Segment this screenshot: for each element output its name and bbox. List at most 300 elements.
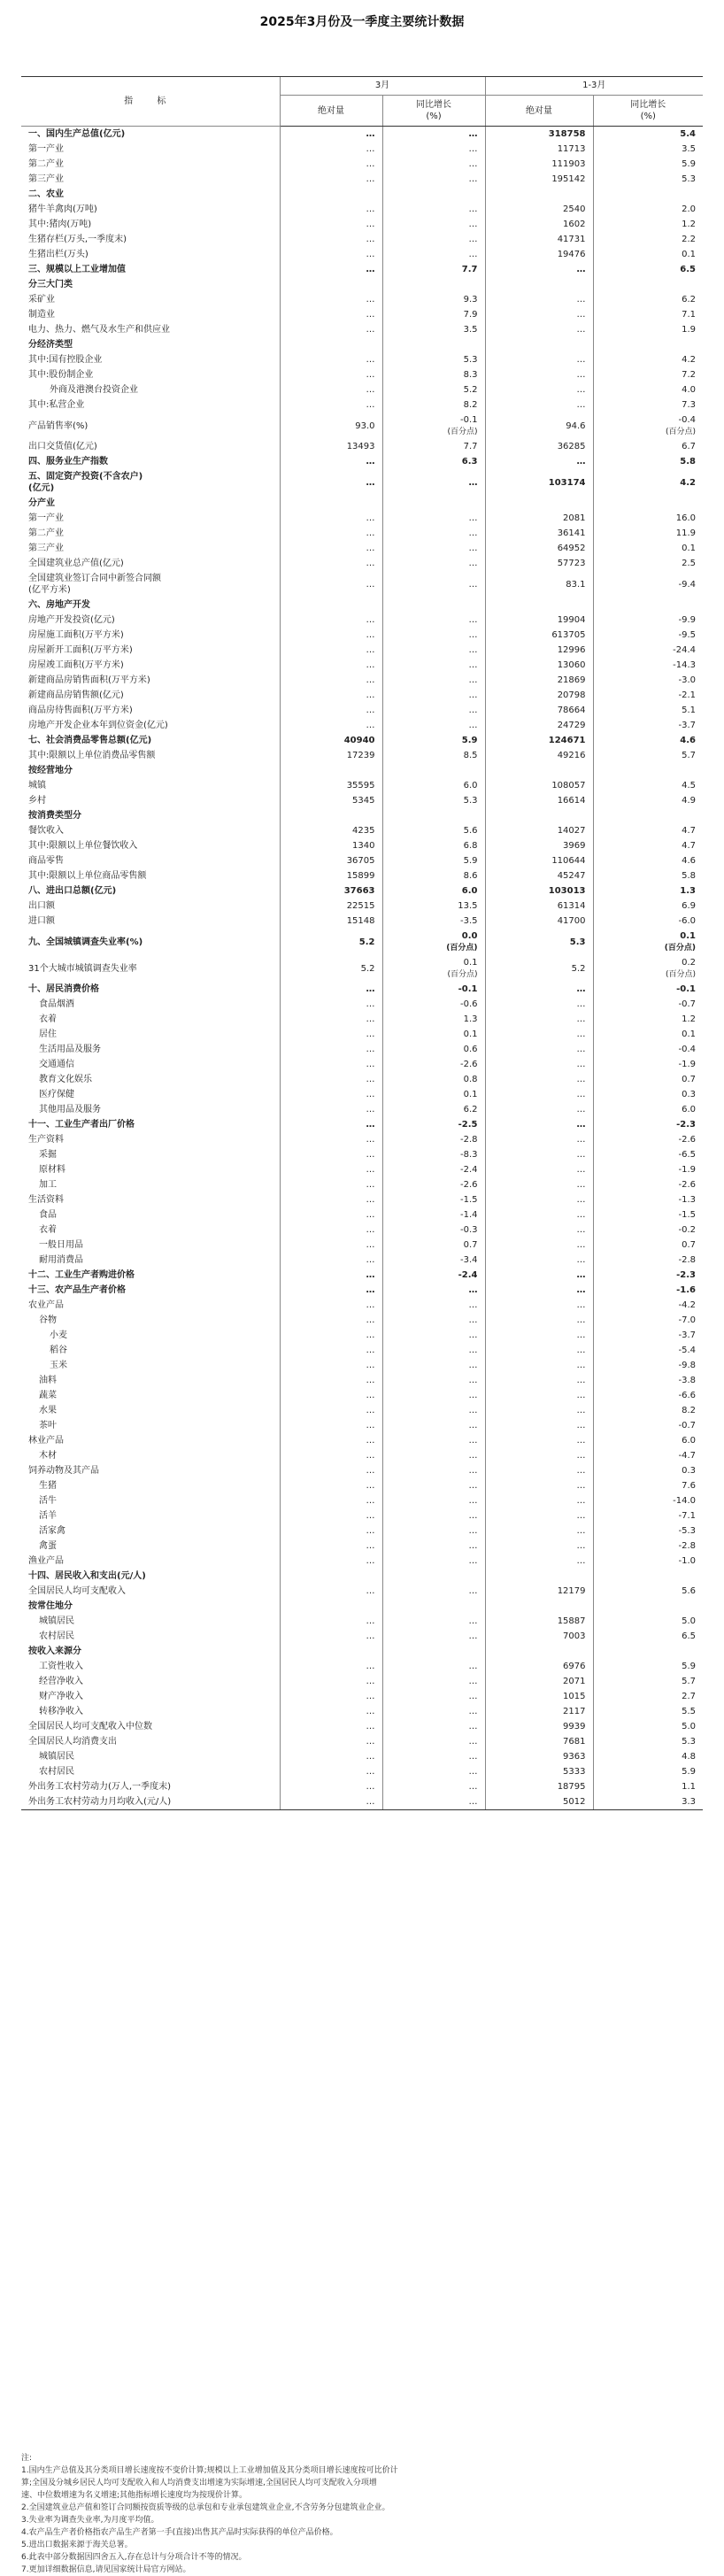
cell-value: … (366, 144, 375, 154)
row-label-text: 进口额 (28, 916, 55, 926)
month-growth-cell (382, 643, 485, 658)
month-growth-cell (382, 571, 485, 598)
row-label-text: 活家禽 (39, 1526, 65, 1536)
cell-value: … (468, 1692, 478, 1701)
table-row (21, 1283, 703, 1298)
cell-value: … (576, 1210, 586, 1220)
quarter-abs-cell (485, 439, 593, 454)
row-label-text: 商品零售 (28, 856, 64, 866)
quarter-growth-cell (593, 718, 703, 733)
month-growth-cell (382, 838, 485, 853)
cell-value: 5.9 (461, 736, 478, 745)
quarter-growth-cell (593, 658, 703, 673)
cell-value: … (576, 1195, 586, 1205)
cell-value: 5.2 (358, 937, 375, 947)
table-row (21, 1057, 703, 1072)
quarter-abs-cell (485, 1674, 593, 1689)
quarter-abs-cell (485, 1373, 593, 1388)
month-abs-cell (280, 142, 382, 157)
cell-value: 7681 (563, 1737, 586, 1747)
month-abs-cell (280, 658, 382, 673)
month-growth-cell (382, 439, 485, 454)
cell-value: 8.3 (463, 370, 478, 380)
quarter-growth-cell (593, 1584, 703, 1599)
month-abs-cell (280, 1554, 382, 1569)
table-row (21, 853, 703, 868)
cell-value: … (468, 1330, 478, 1340)
cell-value: 49216 (557, 751, 586, 760)
row-label (21, 1433, 280, 1448)
table-header (21, 77, 703, 127)
quarter-growth-cell (593, 598, 703, 613)
month-abs-cell (280, 1147, 382, 1162)
row-label (21, 1042, 280, 1057)
row-label (21, 1614, 280, 1629)
cell-value: 21869 (557, 675, 586, 685)
row-label (21, 883, 280, 899)
month-abs-cell (280, 763, 382, 778)
quarter-growth-cell (593, 322, 703, 337)
quarter-abs-cell (485, 217, 593, 232)
cell-value: … (576, 1451, 586, 1461)
quarter-abs-cell (485, 1493, 593, 1508)
month-abs-cell (280, 277, 382, 292)
row-label-text: 城镇居民 (39, 1752, 74, 1762)
cell-value: 103174 (548, 477, 586, 488)
quarter-growth-cell (593, 1328, 703, 1343)
quarter-growth-cell (593, 778, 703, 793)
row-label (21, 352, 280, 367)
month-abs-cell (280, 1072, 382, 1087)
table-row (21, 1313, 703, 1328)
row-label (21, 643, 280, 658)
month-growth-cell (382, 1554, 485, 1569)
cell-value: -1.6 (676, 1285, 696, 1295)
cell-value: … (576, 1391, 586, 1400)
cell-value: … (366, 1195, 375, 1205)
quarter-abs-cell (485, 397, 593, 413)
cell-value: … (366, 370, 375, 380)
month-growth-cell (382, 217, 485, 232)
month-growth-cell (382, 1027, 485, 1042)
cell-value: 195142 (551, 174, 586, 184)
row-label-text: 六、房地产开发 (28, 600, 90, 610)
cell-value: … (366, 1616, 375, 1626)
table-row (21, 613, 703, 628)
cell-value: -2.4 (459, 1165, 478, 1175)
cell-value: 613705 (551, 630, 586, 640)
row-label-text: 分经济类型 (28, 340, 73, 350)
quarter-growth-cell (593, 337, 703, 352)
table-row (21, 1298, 703, 1313)
table-row (21, 127, 703, 143)
quarter-growth-cell (593, 526, 703, 541)
table-row (21, 1238, 703, 1253)
quarter-abs-header: 绝对量 (485, 96, 593, 127)
cell-value: 108057 (551, 781, 586, 791)
row-label-text: 谷物 (39, 1315, 57, 1325)
month-growth-cell (382, 914, 485, 929)
quarter-abs-cell (485, 598, 593, 613)
quarter-abs-cell (485, 1734, 593, 1749)
cell-value: -6.0 (678, 916, 696, 926)
month-growth-cell (382, 352, 485, 367)
quarter-growth-cell (593, 793, 703, 808)
month-abs-cell (280, 1644, 382, 1659)
cell-value: -7.0 (678, 1315, 696, 1325)
month-abs-cell (280, 613, 382, 628)
month-growth-cell (382, 1508, 485, 1523)
quarter-abs-cell (485, 1418, 593, 1433)
row-label (21, 1689, 280, 1704)
cell-value: 5.0 (682, 1722, 696, 1731)
table-row (21, 397, 703, 413)
table-row (21, 1388, 703, 1403)
footnote-line: 3.失业率为调查失业率,为月度平均值。 (21, 2516, 159, 2525)
cell-value: 36285 (557, 442, 586, 451)
quarter-abs-cell (485, 955, 593, 982)
table-row (21, 778, 703, 793)
cell-value: 5.3 (682, 174, 696, 184)
table-row (21, 1493, 703, 1508)
month-growth-cell (382, 526, 485, 541)
row-label (21, 1298, 280, 1313)
table-row (21, 1463, 703, 1478)
table-row (21, 1719, 703, 1734)
table-row (21, 1433, 703, 1448)
month-growth-cell (382, 1313, 485, 1328)
row-label-text: 全国建筑业签订合同中新签合同额 (28, 574, 161, 583)
month-abs-cell (280, 1794, 382, 1810)
month-growth-cell (382, 1764, 485, 1779)
row-label-text: 油料 (39, 1376, 57, 1385)
cell-value: … (576, 1060, 586, 1069)
row-label-text: 交通通信 (39, 1060, 74, 1069)
cell-value: 2.7 (682, 1692, 696, 1701)
cell-value: 36705 (346, 856, 375, 866)
cell-value: … (366, 675, 375, 685)
row-label (21, 1283, 280, 1298)
cell-value: … (366, 1707, 375, 1716)
row-label-text: 新建商品房销售面积(万平方米) (28, 675, 150, 685)
month-abs-cell (280, 413, 382, 439)
month-growth-cell (382, 1117, 485, 1132)
month-growth-cell (382, 1403, 485, 1418)
quarter-growth-cell (593, 1207, 703, 1222)
cell-value: 6.5 (682, 1631, 696, 1641)
cell-value: … (366, 1180, 375, 1190)
cell-value: 3.5 (463, 325, 478, 335)
cell-value: 12996 (557, 645, 586, 655)
quarter-abs-cell (485, 1102, 593, 1117)
cell-value: -0.7 (678, 1421, 696, 1431)
quarter-growth-cell (593, 1222, 703, 1238)
quarter-growth-cell (593, 1313, 703, 1328)
cell-value: 0.7 (682, 1240, 696, 1250)
month-abs-cell (280, 1689, 382, 1704)
row-label-text: 十三、农产品生产者价格 (28, 1285, 126, 1295)
row-label (21, 703, 280, 718)
month-growth-cell (382, 232, 485, 247)
month-growth-cell (382, 1704, 485, 1719)
cell-value: -3.5 (459, 916, 478, 926)
row-label-text: 原材料 (39, 1165, 65, 1175)
quarter-growth-cell (593, 1162, 703, 1177)
cell-value: 9363 (563, 1752, 586, 1762)
month-growth-cell (382, 382, 485, 397)
cell-value: 6.2 (682, 295, 696, 305)
table-row (21, 511, 703, 526)
quarter-growth-cell (593, 1012, 703, 1027)
quarter-growth-cell (593, 127, 703, 143)
month-abs-cell (280, 1012, 382, 1027)
footnote-line: 2.全国建筑业总产值和签订合同额按资质等级的总承包和专业承包建筑业企业,不含劳务分包建筑业企业。 (21, 2503, 390, 2512)
quarter-abs-cell (485, 1042, 593, 1057)
row-label-text: 生活用品及服务 (39, 1045, 101, 1054)
row-label-text: 外商及港澳台投资企业 (50, 385, 138, 395)
table-row (21, 808, 703, 823)
row-label-text: 医疗保健 (39, 1090, 74, 1099)
cell-value: 6.7 (682, 442, 696, 451)
cell-value: 0.7 (682, 1075, 696, 1084)
cell-value: 0.0 (461, 930, 478, 941)
quarter-abs-cell (485, 1132, 593, 1147)
month-growth-cell (382, 733, 485, 748)
cell-value: 5333 (563, 1767, 586, 1777)
month-abs-cell (280, 1508, 382, 1523)
cell-value: 9.3 (463, 295, 478, 305)
table-row (21, 526, 703, 541)
cell-unit: (百分点) (664, 943, 696, 953)
month-abs-cell (280, 1569, 382, 1584)
quarter-growth-cell (593, 1749, 703, 1764)
quarter-abs-cell (485, 172, 593, 187)
month-growth-cell (382, 868, 485, 883)
quarter-growth-cell (593, 1132, 703, 1147)
cell-value: 0.8 (463, 1075, 478, 1084)
quarter-growth-cell (593, 1478, 703, 1493)
cell-value: … (576, 1361, 586, 1370)
footnote-line: 1.国内生产总值及其分类项目增长速度按不变价计算;规模以上工业增加值及其分类项目增长速度按可比价计 (21, 2466, 398, 2475)
cell-value: … (576, 1120, 586, 1130)
month-abs-cell (280, 262, 382, 277)
cell-value: 45247 (557, 871, 586, 881)
row-label (21, 1719, 280, 1734)
cell-value: 2117 (563, 1707, 586, 1716)
cell-value: 61314 (557, 901, 586, 911)
month-abs-cell (280, 1659, 382, 1674)
table-row (21, 1192, 703, 1207)
row-label (21, 793, 280, 808)
cell-value: … (468, 1586, 478, 1596)
cell-value: … (366, 355, 375, 365)
month-abs-cell (280, 1463, 382, 1478)
cell-value: … (366, 1014, 375, 1024)
row-label-text: 按常住地分 (28, 1601, 73, 1611)
cell-value: -2.1 (678, 690, 696, 700)
quarter-abs-cell (485, 262, 593, 277)
row-label-unit: (亿平方米) (28, 585, 71, 595)
cell-value: … (366, 1421, 375, 1431)
quarter-growth-cell (593, 1674, 703, 1689)
row-label-text: 一般日用品 (39, 1240, 83, 1250)
month-abs-cell (280, 247, 382, 262)
quarter-abs-cell (485, 511, 593, 526)
cell-value: 0.1 (463, 957, 478, 968)
row-label (21, 571, 280, 598)
row-label (21, 838, 280, 853)
cell-value: 5.4 (680, 129, 696, 139)
month-abs-cell (280, 1162, 382, 1177)
quarter-growth-cell (593, 1087, 703, 1102)
table-row (21, 733, 703, 748)
month-abs-cell (280, 808, 382, 823)
cell-value: -5.4 (678, 1346, 696, 1355)
cell-value: … (468, 1346, 478, 1355)
cell-value: 2071 (563, 1677, 586, 1686)
month-abs-cell (280, 955, 382, 982)
month-growth-cell (382, 292, 485, 307)
row-label-text: 房地产开发投资(亿元) (28, 615, 115, 625)
month-abs-cell (280, 1629, 382, 1644)
quarter-growth-cell (593, 1764, 703, 1779)
quarter-abs-cell (485, 613, 593, 628)
cell-value: … (468, 1556, 478, 1566)
table-row (21, 1629, 703, 1644)
month-growth-cell (382, 955, 485, 982)
table-row (21, 247, 703, 262)
quarter-growth-cell (593, 454, 703, 469)
cell-value: -3.0 (678, 675, 696, 685)
table-row (21, 1659, 703, 1674)
row-label (21, 763, 280, 778)
row-label-text: 茶叶 (39, 1421, 57, 1431)
quarter-growth-cell (593, 853, 703, 868)
cell-value: 83.1 (566, 579, 586, 590)
quarter-abs-cell (485, 1644, 593, 1659)
month-abs-cell (280, 748, 382, 763)
cell-value: 4.2 (680, 477, 696, 488)
quarter-growth-cell (593, 1433, 703, 1448)
quarter-growth-cell (593, 1403, 703, 1418)
cell-value: 41700 (557, 916, 586, 926)
quarter-growth-cell (593, 511, 703, 526)
cell-value: 4.8 (682, 1752, 696, 1762)
row-label (21, 1222, 280, 1238)
cell-value: 13.5 (458, 901, 478, 911)
month-abs-cell (280, 793, 382, 808)
month-growth-cell (382, 1478, 485, 1493)
page-title: 2025年3月份及一季度主要统计数据 (259, 15, 465, 29)
footnote-line: 注: (21, 2454, 33, 2463)
cell-value: 7.2 (682, 370, 696, 380)
table-row (21, 1207, 703, 1222)
quarter-abs-cell (485, 914, 593, 929)
cell-value: -0.1 (458, 984, 478, 994)
cell-value: … (366, 1586, 375, 1596)
cell-value: … (366, 250, 375, 259)
table-row (21, 367, 703, 382)
row-label-text: 其中:限额以上单位消费品零售额 (28, 751, 156, 760)
cell-value: … (468, 1677, 478, 1686)
cell-value: … (366, 1346, 375, 1355)
cell-value: 5.7 (682, 1677, 696, 1686)
cell-value: … (366, 1782, 375, 1792)
cell-value: … (366, 706, 375, 715)
table-row (21, 1177, 703, 1192)
month-growth-cell (382, 367, 485, 382)
month-abs-cell (280, 1418, 382, 1433)
month-period-header: 3月 (280, 77, 485, 96)
cell-value: … (468, 559, 478, 568)
cell-value: 5.9 (682, 1767, 696, 1777)
quarter-abs-cell (485, 748, 593, 763)
cell-value: 124671 (548, 736, 586, 745)
quarter-abs-cell (485, 1569, 593, 1584)
month-abs-cell (280, 914, 382, 929)
cell-value: … (366, 1120, 375, 1130)
month-growth-cell (382, 1042, 485, 1057)
month-abs-cell (280, 397, 382, 413)
table-row (21, 469, 703, 496)
month-growth-cell (382, 1719, 485, 1734)
cell-value: 5.5 (682, 1707, 696, 1716)
quarter-abs-cell (485, 823, 593, 838)
quarter-growth-cell (593, 157, 703, 172)
quarter-abs-cell (485, 1719, 593, 1734)
cell-value: … (468, 1315, 478, 1325)
month-abs-header: 绝对量 (280, 96, 382, 127)
quarter-abs-cell (485, 628, 593, 643)
month-abs-cell (280, 1283, 382, 1298)
cell-value: … (576, 1421, 586, 1431)
month-abs-cell (280, 718, 382, 733)
month-abs-cell (280, 673, 382, 688)
quarter-abs-cell (485, 1027, 593, 1042)
cell-value: -24.4 (673, 645, 696, 655)
cell-value: … (366, 129, 375, 139)
table-row (21, 1539, 703, 1554)
cell-value: 2540 (563, 204, 586, 214)
quarter-abs-cell (485, 1794, 593, 1810)
quarter-growth-cell (593, 1569, 703, 1584)
cell-value: 8.2 (463, 400, 478, 410)
table-row (21, 763, 703, 778)
quarter-abs-cell (485, 337, 593, 352)
cell-value: 2.0 (682, 204, 696, 214)
cell-value: 16614 (557, 796, 586, 806)
cell-value: -3.7 (678, 1330, 696, 1340)
row-label-text: 玉米 (50, 1361, 67, 1370)
row-label (21, 1448, 280, 1463)
row-label (21, 217, 280, 232)
month-abs-cell (280, 292, 382, 307)
cell-value: … (576, 1105, 586, 1114)
cell-value: -6.5 (678, 1150, 696, 1160)
row-label (21, 1207, 280, 1222)
month-growth-cell (382, 511, 485, 526)
month-abs-cell (280, 1253, 382, 1268)
quarter-growth-cell (593, 1102, 703, 1117)
quarter-abs-cell (485, 571, 593, 598)
cell-value: … (366, 1030, 375, 1039)
quarter-growth-cell (593, 1614, 703, 1629)
month-growth-cell (382, 1177, 485, 1192)
row-label-text: 采掘 (39, 1150, 57, 1160)
cell-value: 4.7 (682, 826, 696, 836)
cell-value: 8.6 (463, 871, 478, 881)
month-abs-cell (280, 1192, 382, 1207)
